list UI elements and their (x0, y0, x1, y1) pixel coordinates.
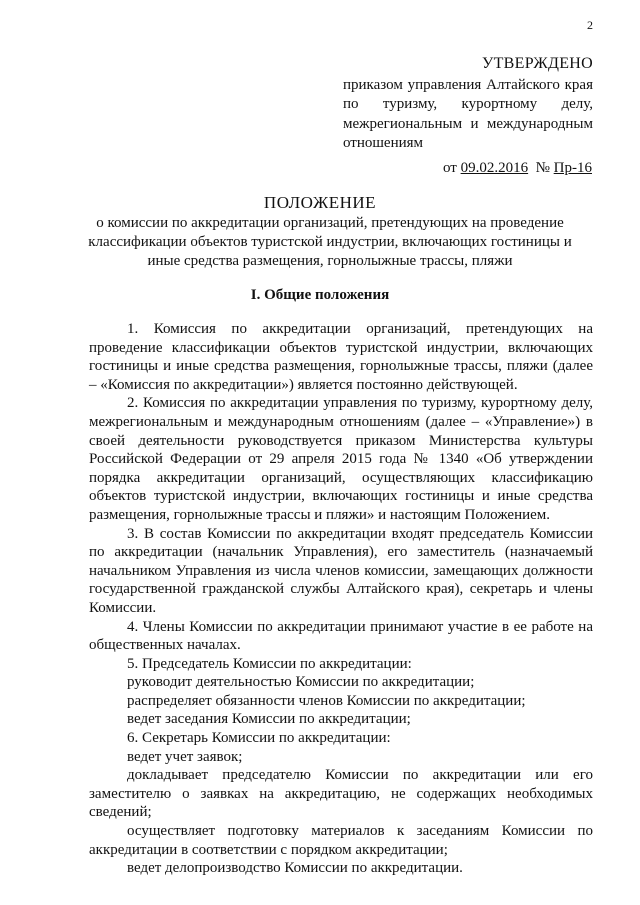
paragraph: 5. Председатель Комиссии по аккредитации: (127, 655, 412, 672)
date-prefix: от (443, 160, 457, 176)
paragraph: докладывает председателю Комиссии по аккредитации или его заместителю о заявках на аккредитацию, не содержащих необходимых сведений; (89, 767, 593, 821)
paragraph: ведет делопроизводство Комиссии по аккредитации. (127, 860, 463, 877)
order-number: Пр-16 (553, 160, 592, 176)
approval-heading: УТВЕРЖДЕНО (481, 55, 593, 72)
number-prefix: № (535, 160, 550, 176)
approval-block (343, 54, 593, 154)
section-heading: I. Общие положения (250, 287, 390, 303)
paragraph: 4. Члены Комиссии по аккредитации принимают участие в ее работе на общественных началах. (89, 618, 593, 654)
paragraph: ведет заседания Комиссии по аккредитации; (127, 711, 411, 728)
paragraph: распределяет обязанности членов Комиссии по аккредитации; (127, 692, 526, 709)
order-date-line (443, 160, 592, 177)
paragraph: 1. Комиссия по аккредитации организаций, претендующих на проведение классификации объектов туристской индустрии, включающих гостиницы и иные средства размещения, горнолыжные трассы, пляжи (далее – «Комиссия по аккредитации») является постоянно действующей. (89, 321, 593, 393)
paragraph: 3. В состав Комиссии по аккредитации входят председатель Комиссии по аккредитации (начальник Управления), его заместитель (назначаемый начальником Управления из числа членов комиссии, замещающих должности государственной гражданской службы Алтайского края), секретарь и члены Комиссии. (89, 525, 593, 616)
body-text (89, 320, 593, 878)
approval-body: приказом управления Алтайского края по туризму, курортному делу, межрегиональным и международным отношениям (343, 76, 593, 151)
document-subtitle: о комиссии по аккредитации организаций, претендующих на проведение классификации объектов туристской индустрии, включающих гостиницы и иные средства размещения, горнолыжные трассы, пляжи (88, 215, 572, 269)
paragraph: осуществляет подготовку материалов к заседаниям Комиссии по аккредитации в соответствии с порядком аккредитации; (89, 823, 593, 858)
paragraph: 2. Комиссия по аккредитации управления по туризму, курортному делу, межрегиональным и международным отношениям (далее – «Управление») в своей деятельности руководствуется приказом Министерства культуры Российской Федерации от 29 апреля 2015 года № 1340 «Об утверждении порядка аккредитации организаций, осуществляющих классификацию объектов туристской индустрии, включающих гостиницы и иные средства размещения, горнолыжные трассы и пляжи» и настоящим Положением. (89, 395, 593, 523)
order-date: 09.02.2016 (460, 160, 529, 176)
page-number: 2 (587, 18, 593, 32)
paragraph: ведет учет заявок; (127, 748, 243, 765)
paragraph: 6. Секретарь Комиссии по аккредитации: (127, 730, 391, 747)
paragraph: руководит деятельностью Комиссии по аккредитации; (127, 674, 475, 691)
document-title: ПОЛОЖЕНИЕ (263, 193, 377, 212)
